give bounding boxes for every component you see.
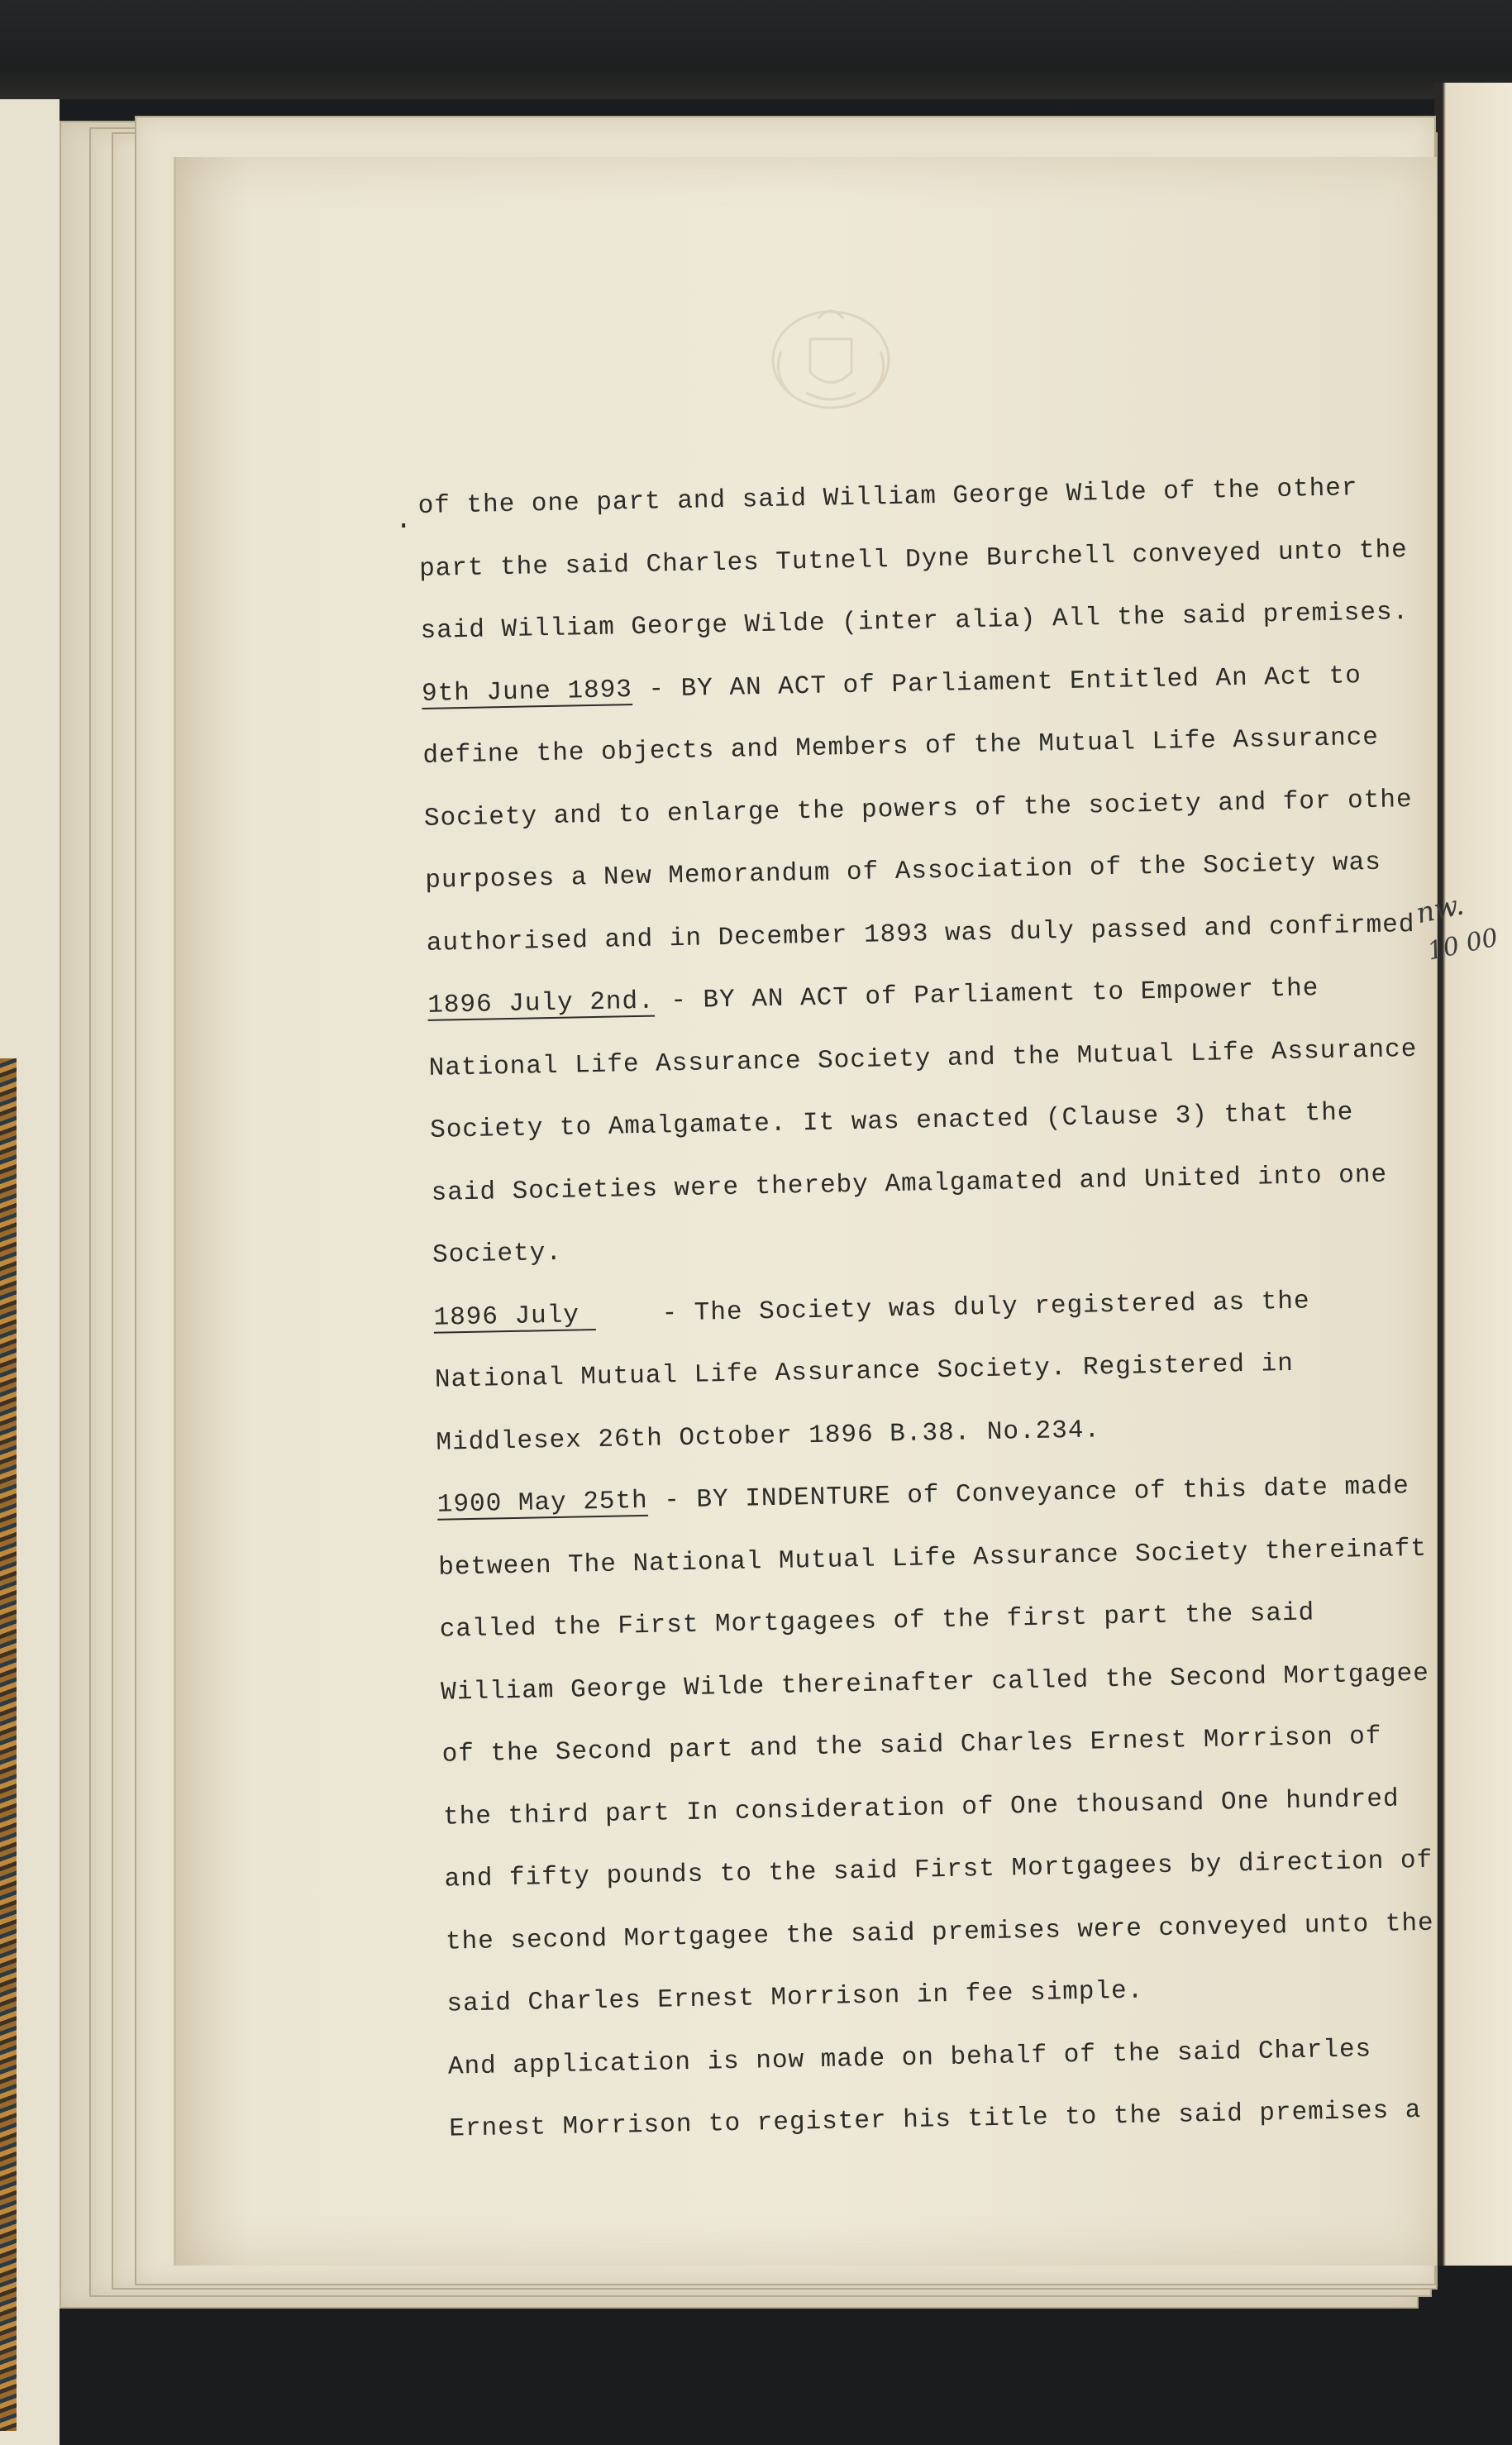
- text-line: of the Second part and the said Charles Ernest Morrison of: [441, 1722, 1382, 1769]
- date-heading: 1896 July: [433, 1300, 580, 1333]
- text-line: National Life Assurance Society and the Mutual Life Assurance: [428, 1034, 1418, 1083]
- text-line: define the objects and Members of the Mutual Life Assurance: [422, 723, 1380, 771]
- text-line: Society.: [432, 1238, 563, 1270]
- binding-top: [0, 0, 1512, 99]
- text-line: Society to Amalgamate. It was enacted (Clause 3) that the: [429, 1098, 1354, 1145]
- text-line: purposes a New Memorandum of Association of the Society was: [425, 848, 1382, 895]
- margin-note-line: nw.: [1413, 888, 1467, 931]
- text-line: called the First Mortgagees of the first part the said: [439, 1598, 1315, 1645]
- date-heading: 1896 July 2nd.: [427, 986, 656, 1020]
- left-cover-board: [0, 99, 60, 2445]
- text-line: between The National Mutual Life Assurance Society thereinaft: [438, 1534, 1428, 1583]
- text-line: authorised and in December 1893 was duly passed and confirmed: [426, 910, 1415, 958]
- text-line: the third part In consideration of One thousand One hundred: [442, 1784, 1400, 1832]
- text-line: of the one part and said William George Wilde of the other: [417, 474, 1358, 521]
- margin-note-line: 10 00: [1424, 923, 1501, 967]
- text-line: 1896 July 2nd. - BY AN ACT of Parliament to Empower the: [427, 974, 1319, 1020]
- margin-dot: .: [395, 505, 413, 537]
- text-line: said Societies were thereby Amalgamated and United into one: [431, 1160, 1388, 1208]
- date-heading: 1900 May 25th: [436, 1486, 649, 1520]
- text-line: And application is now made on behalf of the said Charles: [447, 2034, 1372, 2082]
- text-line: Middlesex 26th October 1896 B.38. No.234.: [436, 1415, 1101, 1458]
- text-line: William George Wilde thereinafter called the Second Mortgagee: [440, 1659, 1430, 1707]
- typed-text-block: [417, 456, 1475, 2161]
- embossed-crest-icon: [761, 294, 901, 418]
- text-line: 1896 July - The Society was duly registered as the: [433, 1286, 1310, 1333]
- text-line: said William George Wilde (inter alia) All the said premises.: [420, 598, 1409, 646]
- text-line: said Charles Ernest Morrison in fee simple.: [446, 1976, 1144, 2019]
- text-line: part the said Charles Tutnell Dyne Burchell conveyed unto the: [418, 535, 1409, 584]
- text-line: the second Mortgagee the said premises were conveyed unto the: [445, 1908, 1434, 1957]
- text-line: Society and to enlarge the powers of the society and for othe: [423, 785, 1413, 833]
- text-line: 9th June 1893 - BY AN ACT of Parliament Entitled An Act to: [421, 661, 1362, 709]
- date-heading: 9th June 1893: [421, 675, 633, 709]
- text-line: Ernest Morrison to register his title to the said premises a: [449, 2096, 1422, 2144]
- text-line: 1900 May 25th - BY INDENTURE of Conveyance of this date made: [436, 1472, 1410, 1520]
- text-line: National Mutual Life Assurance Society. Registered in: [434, 1349, 1295, 1395]
- text-line: and fifty pounds to the said First Mortgagees by direction of: [444, 1846, 1433, 1894]
